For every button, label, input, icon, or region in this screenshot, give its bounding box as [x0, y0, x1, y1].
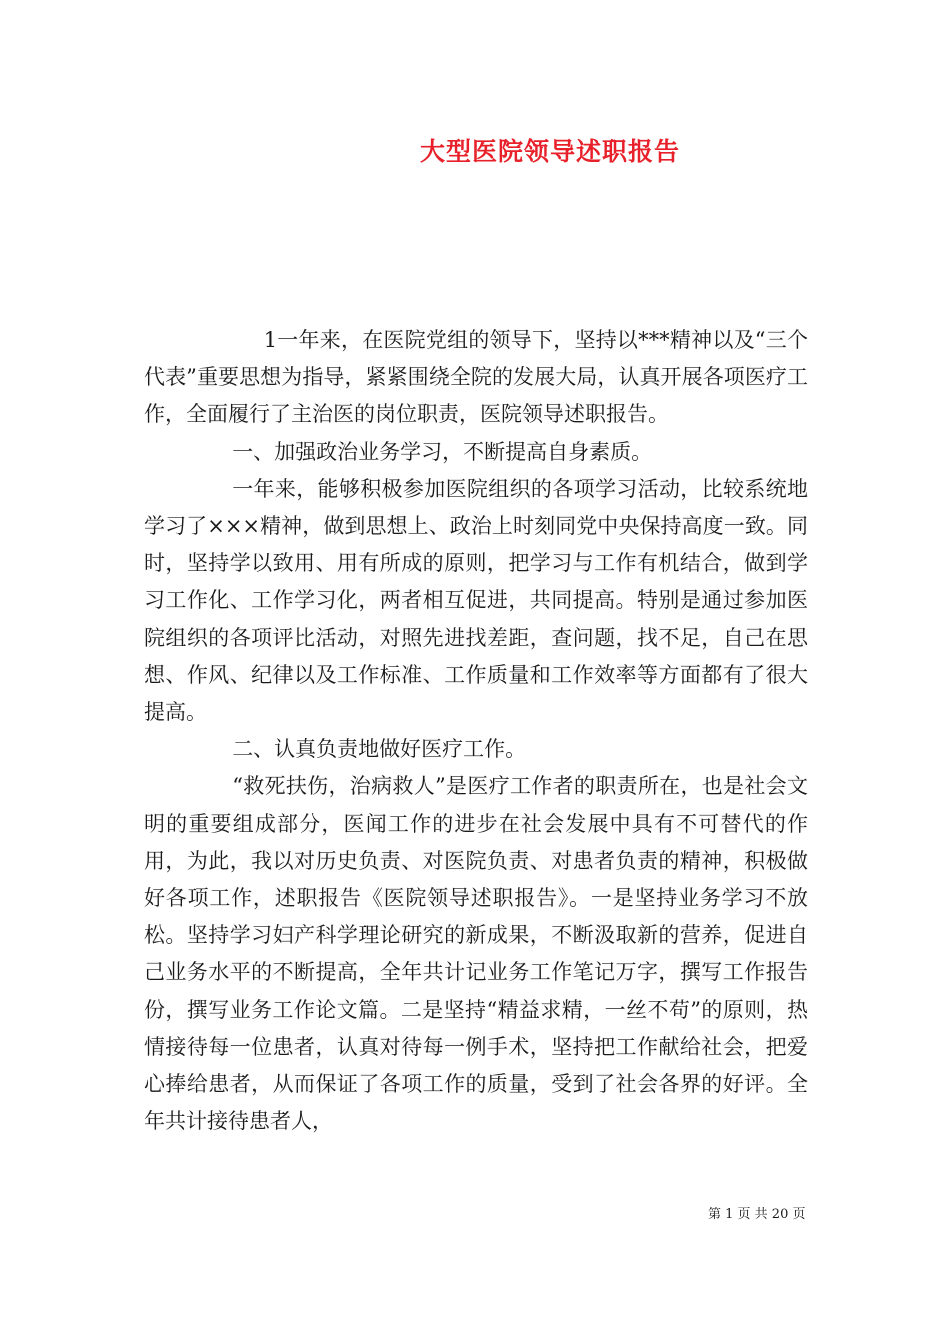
section-heading-1: 一、加强政治业务学习，不断提高自身素质。 [232, 439, 653, 464]
section-heading-2: 二、认真负责地做好医疗工作。 [232, 737, 527, 762]
paragraph-medical-work: “救死扶伤，治病救人”是医疗工作者的职责所在，也是社会文明的重要组成部分，医闻工作的进步在社会发展中具有不可替代的作用，为此，我以对历史负责、对医院负责、对患者负责的精神，积极做好各项工作，述职报告《医院领导述职报告》。一是坚持业务学习不放松。坚持学习妇产科学理论研究的新成果，不断汲取新的营养，促进自己业务水平的不断提高，全年共计记业务工作笔记万字，撰写工作报告份，撰写业务工作论文篇。二是坚持“精益求精，一丝不苟”的原则，热情接待每一位患者，认真对待每一例手术，坚持把工作献给社会，把爱心捧给患者，从而保证了各项工作的质量，受到了社会各界的好评。全年共计接待患者人， [144, 774, 808, 1134]
paragraph-intro: 1一年来，在医院党组的领导下，坚持以***精神以及“三个代表”重要思想为指导，紧紧围绕全院的发展大局，认真开展各项医疗工作，全面履行了主治医的岗位职责，医院领导述职报告。 [144, 328, 808, 427]
document-body [144, 322, 808, 1140]
document-title: 大型医院领导述职报告 [419, 137, 680, 166]
page-number: 第 1 页 共 20 页 [708, 1207, 806, 1222]
paragraph-study: 一年来，能够积极参加医院组织的各项学习活动，比较系统地学习了×××精神，做到思想上、政治上时刻同党中央保持高度一致。同时，坚持学以致用、用有所成的原则，把学习与工作有机结合，做到学习工作化、工作学习化，两者相互促进，共同提高。特别是通过参加医院组织的各项评比活动，对照先进找差距，查问题，找不足，自己在思想、作风、纪律以及工作标准、工作质量和工作效率等方面都有了很大提高。 [144, 476, 808, 725]
